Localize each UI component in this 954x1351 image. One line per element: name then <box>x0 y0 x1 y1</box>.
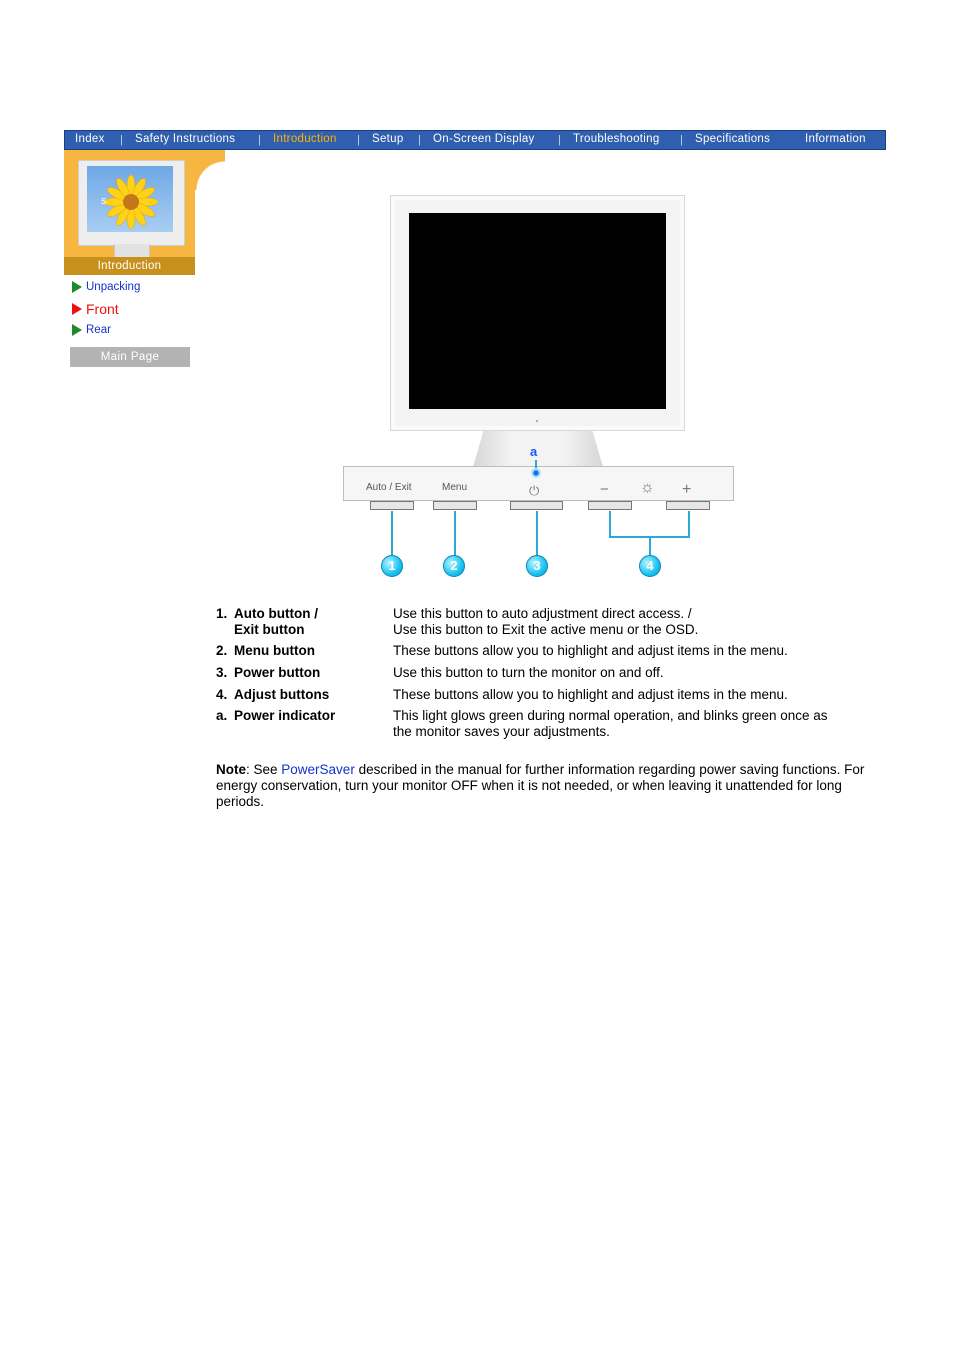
adjust-plus-button[interactable] <box>666 501 710 510</box>
description-term-text: Adjust buttons <box>234 687 330 702</box>
power-button[interactable] <box>510 501 563 510</box>
menu-button[interactable] <box>433 501 477 510</box>
description-number: 3. <box>216 665 228 680</box>
nav-separator: | <box>418 134 421 146</box>
callout-line-4c <box>649 537 651 557</box>
description-term <box>216 643 386 659</box>
nav-setup[interactable]: Setup <box>372 133 404 145</box>
main-page-button[interactable]: Main Page <box>70 347 190 367</box>
nav-introduction[interactable]: Introduction <box>273 133 337 145</box>
description-term <box>216 606 386 638</box>
description-line: Use this button to turn the monitor on and off. <box>393 665 664 680</box>
minus-icon: − <box>600 481 609 498</box>
nav-on-screen-display[interactable]: On-Screen Display <box>433 133 535 145</box>
description-text <box>393 665 873 681</box>
nav-separator: | <box>558 134 561 146</box>
callout-3: 3 <box>526 555 548 577</box>
powersaver-link[interactable]: PowerSaver <box>281 762 355 777</box>
arrow-right-icon <box>72 303 82 315</box>
nav-information[interactable]: Information <box>805 133 866 145</box>
monitor-screen <box>409 213 666 409</box>
callout-line-3 <box>536 511 538 557</box>
sidebar-link-front[interactable] <box>72 301 119 317</box>
description-term <box>216 665 386 681</box>
arrow-right-icon <box>72 281 82 293</box>
callout-line-2 <box>454 511 456 557</box>
callout-line-1 <box>391 511 393 557</box>
sidebar-link-label: Front <box>86 301 119 317</box>
description-line: These buttons allow you to highlight and adjust items in the menu. <box>393 687 788 702</box>
description-number: a. <box>216 708 228 723</box>
description-term-text: Menu button <box>234 643 315 658</box>
description-number: 4. <box>216 687 228 702</box>
menu-label: Menu <box>442 482 468 493</box>
description-term <box>216 708 386 724</box>
adjust-minus-button[interactable] <box>588 501 632 510</box>
callout-4: 4 <box>639 555 661 577</box>
nav-separator: | <box>680 134 683 146</box>
nav-index[interactable]: Index <box>75 133 105 145</box>
description-term-text: Exit button <box>234 622 305 637</box>
description-text <box>393 687 873 703</box>
sidebar-link-label: Rear <box>86 324 111 336</box>
power-indicator-label: a <box>530 444 538 459</box>
monitor-stand-neck <box>473 431 603 467</box>
description-line: Use this button to Exit the active menu or the OSD. <box>393 622 699 637</box>
sidebar-section-label: Introduction <box>64 257 195 275</box>
description-line: Use this button to auto adjustment direct access. / <box>393 606 692 621</box>
callout-2: 2 <box>443 555 465 577</box>
nav-specifications[interactable]: Specifications <box>695 133 771 145</box>
auto-exit-button[interactable] <box>370 501 414 510</box>
description-text <box>393 606 873 638</box>
description-term-text: Power button <box>234 665 321 680</box>
note-label: Note <box>216 762 246 777</box>
arrow-right-icon <box>72 324 82 336</box>
description-text <box>393 643 873 659</box>
nav-troubleshooting[interactable]: Troubleshooting <box>573 133 660 145</box>
nav-separator: | <box>258 134 261 146</box>
brightness-icon: ☼ <box>640 479 655 496</box>
indicator-callout-line <box>535 460 537 468</box>
note-text: described in the manual for further information regarding power saving functions. For energy conservation, turn your monitor OFF when it is not needed, or when leaving it unattended for long periods. <box>216 762 865 809</box>
note-paragraph <box>216 762 866 810</box>
monitor-logo-dot <box>536 420 538 422</box>
plus-icon: + <box>682 481 692 498</box>
description-number: 2. <box>216 643 228 658</box>
flower-icon <box>87 166 173 232</box>
callout-line-4b <box>688 511 690 537</box>
description-term <box>216 687 386 703</box>
power-indicator-light <box>531 468 541 478</box>
description-line: the monitor saves your adjustments. <box>393 724 610 739</box>
sidebar-link-label: Unpacking <box>86 281 141 293</box>
nav-separator: | <box>357 134 360 146</box>
note-prefix: : See <box>246 762 282 777</box>
callout-line-4a <box>609 511 611 537</box>
nav-separator: | <box>120 134 123 146</box>
power-icon: ⏻ <box>529 483 540 498</box>
svg-text:s: s <box>101 195 107 207</box>
auto-exit-label: Auto / Exit <box>366 482 412 493</box>
callout-1: 1 <box>381 555 403 577</box>
sidebar-link-unpacking[interactable] <box>72 281 140 293</box>
sidebar-header-curve <box>195 150 225 190</box>
description-line: This light glows green during normal operation, and blinks green once as <box>393 708 828 723</box>
description-term-text: Auto button / <box>234 606 318 621</box>
description-number: 1. <box>216 606 228 621</box>
sidebar-monitor-screen <box>87 166 173 232</box>
top-navigation-bar <box>64 130 886 150</box>
nav-safety-instructions[interactable]: Safety Instructions <box>135 133 236 145</box>
description-line: These buttons allow you to highlight and adjust items in the menu. <box>393 643 788 658</box>
description-term-text: Power indicator <box>234 708 336 723</box>
sidebar-link-rear[interactable] <box>72 324 111 336</box>
description-text <box>393 708 873 740</box>
